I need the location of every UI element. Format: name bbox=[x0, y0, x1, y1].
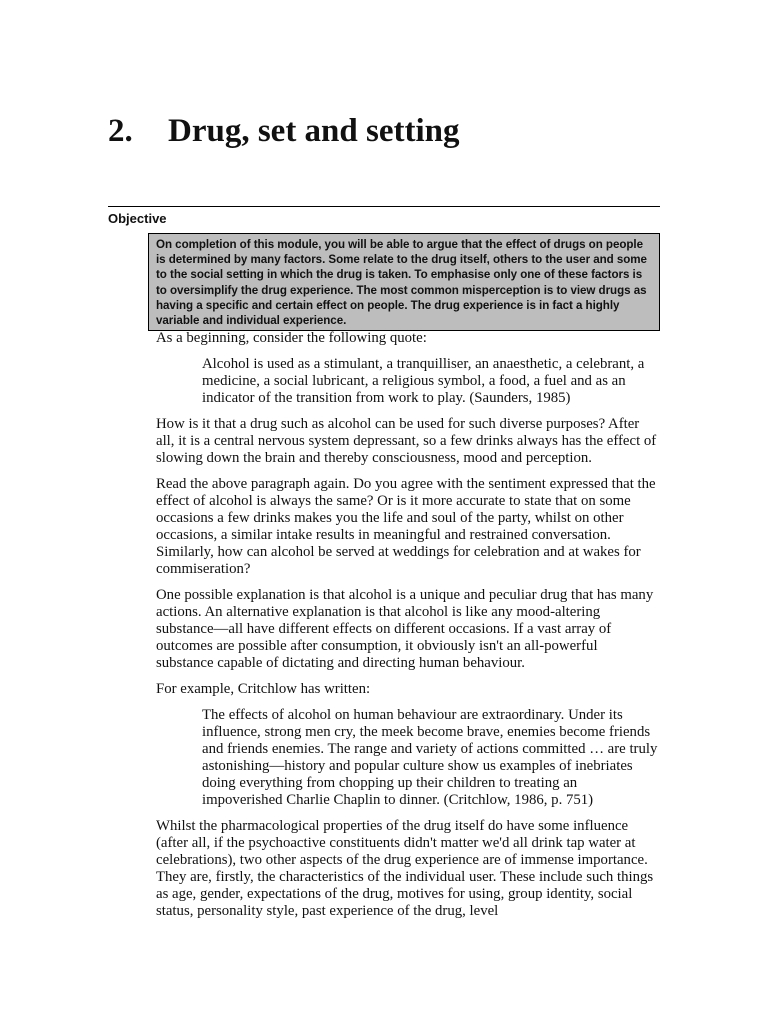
chapter-title bbox=[108, 112, 460, 150]
paragraph-pharmacological: Whilst the pharmacological properties of the drug itself do have some influence (after all, if the psychoactive constituents didn't matter we'd all drink tap water at celebrations), two other aspects of the drug experience are of immense importance. They are, firstly, the characteristics of the individual user. These include such things as age, gender, expectations of the drug, motives for using, group identity, social status, personality style, past experience of the drug, level bbox=[156, 818, 654, 919]
paragraph-explanation: One possible explanation is that alcohol is a unique and peculiar drug that has many actions. An alternative explanation is that alcohol is like any mood-altering substance—all have different effects on different occasions. If a vast array of outcomes are possible after consumption, it obviously isn't an all-powerful substance capable of dictating and directing human behaviour. bbox=[156, 587, 654, 671]
objective-box: On completion of this module, you will be able to argue that the effect of drugs on people is determined by many factors. Some relate to the drug itself, others to the user and some to the social setting in which the drug is taken. To emphasise only one of these factors is to oversimplify the drug experience. The most common misperception is to view drugs as having a specific and certain effect on people. The drug experience is in fact a highly variable and individual experience. bbox=[148, 233, 660, 331]
intro-paragraph: As a beginning, consider the following quote: bbox=[156, 330, 427, 346]
saunders-quote: Alcohol is used as a stimulant, a tranquilliser, an anaesthetic, a celebrant, a medicine, a social lubricant, a religious symbol, a food, a fuel and as an indicator of the transition from work to play. (Saunders, 1985) bbox=[202, 356, 645, 406]
paragraph-diverse-purposes: How is it that a drug such as alcohol can be used for such diverse purposes? After all, it is a central nervous system depressant, so a few drinks always has the effect of slowing down the brain and thereby consciousness, mood and perception. bbox=[156, 416, 657, 466]
chapter-title-text: Drug, set and setting bbox=[168, 113, 460, 149]
paragraph-critchlow-intro: For example, Critchlow has written: bbox=[156, 681, 371, 697]
body-text bbox=[156, 330, 658, 929]
chapter-number: 2. bbox=[108, 113, 133, 149]
objective-heading: Objective bbox=[108, 206, 660, 227]
paragraph-read-again: Read the above paragraph again. Do you agree with the sentiment expressed that the effect of alcohol is always the same? Or is it more accurate to state that on some occasions a few drinks makes you the life and soul of the party, whilst on other occasions, a similar intake results in meaningful and restrained conversation. Similarly, how can alcohol be served at weddings for celebration and at wakes for commiseration? bbox=[156, 476, 656, 577]
critchlow-quote: The effects of alcohol on human behaviour are extraordinary. Under its influence, strong men cry, the meek become brave, enemies become friends and friends enemies. The range and variety of actions committed … are truly astonishing—history and popular culture show us examples of inebriates doing everything from chopping up their children to treating an impoverished Charlie Chaplin to dinner. (Critchlow, 1986, p. 751) bbox=[202, 707, 658, 808]
